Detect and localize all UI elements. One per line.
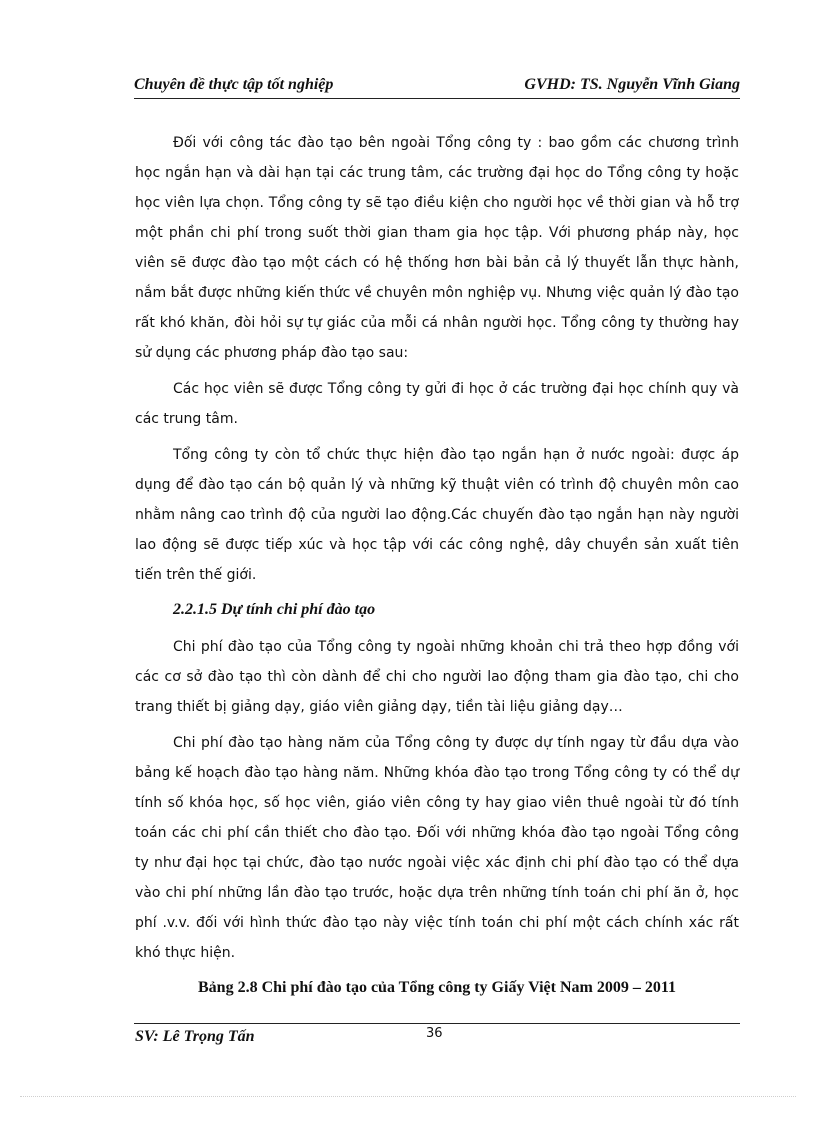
section-heading: 2.2.1.5 Dự tính chi phí đào tạo — [173, 601, 376, 618]
page-header — [134, 74, 740, 99]
footer-student-name: SV: Lê Trọng Tấn — [135, 1028, 255, 1045]
header-report-title: Chuyên đề thực tập tốt nghiệp — [134, 76, 334, 93]
paragraph-external-training: Đối với công tác đào tạo bên ngoài Tổng công ty : bao gồm các chương trình học ngắn hạn và dài hạn tại các trung tâm, các trường đại học do Tổng công ty hoặc học viên lựa chọn. Tổng công ty sẽ tạo điều kiện cho người học về thời gian và hỗ trợ một phần chi phí trong suốt thời gian tham gia học tập. Với phương pháp này, học viên sẽ được đào tạo một cách có hệ thống hơn bài bản cả lý thuyết lẫn thực hành, nắm bắt được những kiến thức về chuyên môn nghiệp vụ. Nhưng việc quản lý đào tạo rất khó khăn, đòi hỏi sự tự giác của mỗi cá nhân người học. Tổng công ty thường hay sử dụng các phương pháp đào tạo sau: — [135, 135, 739, 361]
page-number: 36 — [426, 1026, 443, 1041]
header-supervisor: GVHD: TS. Nguyễn Vĩnh Giang — [524, 76, 740, 93]
paragraph-training-costs: Chi phí đào tạo của Tổng công ty ngoài những khoản chi trả theo hợp đồng với các cơ sở đào tạo thì còn dành để chi cho người lao động tham gia đào tạo, chi cho trang thiết bị giảng dạy, giáo viên giảng dạy, tiền tài liệu giảng dạy… — [135, 639, 739, 715]
page-edge-divider — [20, 1096, 796, 1097]
table-caption: Bảng 2.8 Chi phí đào tạo của Tổng công ty Giấy Việt Nam 2009 – 2011 — [198, 979, 676, 996]
paragraph-university-study: Các học viên sẽ được Tổng công ty gửi đi học ở các trường đại học chính quy và các trung tâm. — [135, 381, 739, 427]
paragraph-overseas-training: Tổng công ty còn tổ chức thực hiện đào tạo ngắn hạn ở nước ngoài: được áp dụng để đào tạo cán bộ quản lý và những kỹ thuật viên có trình độ chuyên môn cao nhằm nâng cao trình độ của người lao động.Các chuyến đào tạo ngắn hạn này người lao động sẽ được tiếp xúc và học tập với các công nghệ, dây chuyền sản xuất tiên tiến trên thế giới. — [135, 447, 739, 583]
footer-divider — [134, 1023, 740, 1024]
page-body — [135, 128, 739, 1002]
paragraph-annual-cost-estimate: Chi phí đào tạo hàng năm của Tổng công ty được dự tính ngay từ đầu dựa vào bảng kế hoạch đào tạo hàng năm. Những khóa đào tạo trong Tổng công ty có thể dự tính số khóa học, số học viên, giáo viên công ty hay giao viên thuê ngoài từ đó tính toán các chi phí cần thiết cho đào tạo. Đối với những khóa đào tạo ngoài Tổng công ty như đại học tại chức, đào tạo nước ngoài việc xác định chi phí đào tạo có thể dựa vào chi phí những lần đào tạo trước, hoặc dựa trên những tính toán chi phí ăn ở, học phí .v.v. đối với hình thức đào tạo này việc tính toán chi phí một cách chính xác rất khó thực hiện. — [135, 735, 739, 961]
